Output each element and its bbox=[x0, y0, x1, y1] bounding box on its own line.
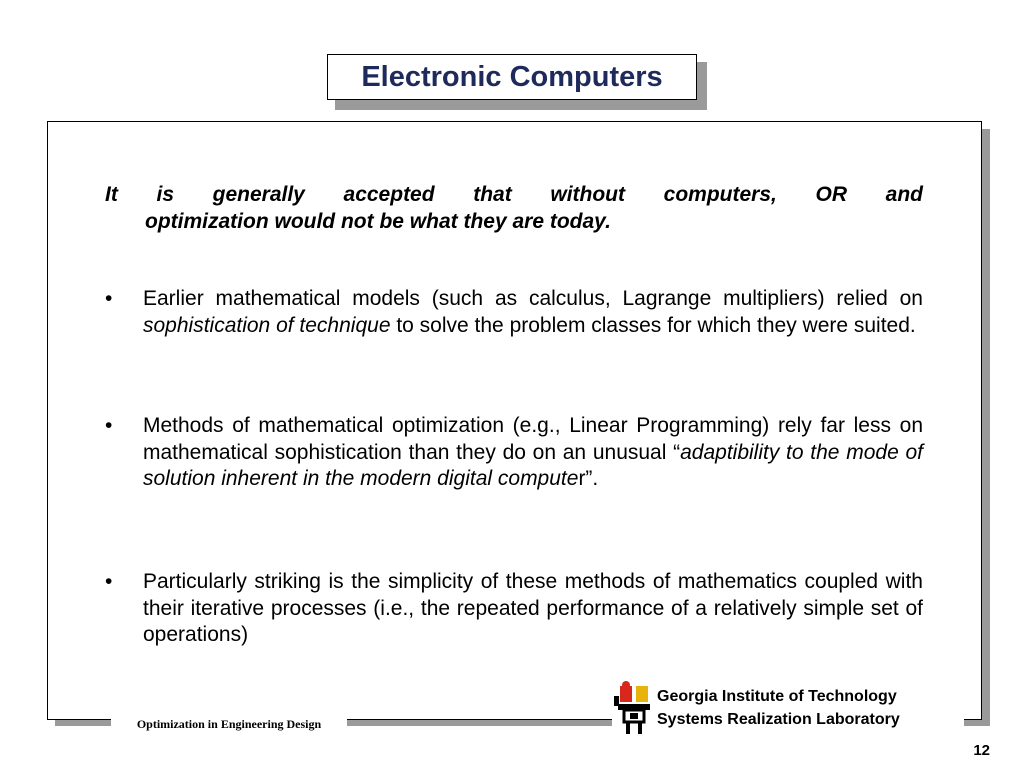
content-box bbox=[47, 121, 982, 720]
institution-name: Georgia Institute of Technology bbox=[657, 688, 897, 705]
course-name: Optimization in Engineering Design bbox=[111, 712, 347, 736]
intro-statement bbox=[105, 181, 923, 235]
page-number: 12 bbox=[973, 742, 990, 759]
intro-line-1: It is generally accepted that without computers, OR and bbox=[105, 183, 923, 206]
intro-line-2: optimization would not be what they are today. bbox=[145, 210, 611, 233]
footer-branding bbox=[612, 680, 964, 738]
bullet-text-part: to solve the problem classes for which they were suited. bbox=[390, 313, 916, 337]
bullet-text-part: Particularly striking is the simplicity of these methods of mathematics coupled with their iterative processes (i.e., the repeated performance of a relatively simple set of operations) bbox=[143, 570, 923, 646]
slide-title: Electronic Computers bbox=[361, 60, 663, 93]
bullet-text-part: Earlier mathematical models (such as calculus, Lagrange multipliers) relied on bbox=[143, 287, 923, 310]
bullet-marker: • bbox=[105, 414, 113, 437]
bullet-item bbox=[105, 569, 923, 649]
bullet-text-part: Methods of mathematical optimization (e.g., Linear Programming) rely far less on mathematical sophistication than they do on an unusual “ bbox=[143, 414, 923, 464]
lab-name: Systems Realization Laboratory bbox=[657, 711, 900, 728]
bullet-marker: • bbox=[105, 287, 113, 310]
bullet-item bbox=[105, 286, 923, 339]
bullet-text-part: r”. bbox=[578, 467, 599, 490]
bullet-text-emphasis: adaptibility to the mode of solution inherent in the modern digital compute bbox=[143, 440, 923, 490]
georgia-tech-srl-logo-icon bbox=[614, 680, 654, 741]
bullet-item bbox=[105, 413, 923, 493]
bullet-text bbox=[143, 413, 923, 493]
title-box bbox=[327, 54, 697, 100]
bullet-text bbox=[143, 286, 923, 339]
bullet-marker: • bbox=[105, 570, 113, 593]
bullet-text-emphasis: sophistication of technique bbox=[143, 313, 391, 337]
bullet-text bbox=[143, 569, 923, 649]
